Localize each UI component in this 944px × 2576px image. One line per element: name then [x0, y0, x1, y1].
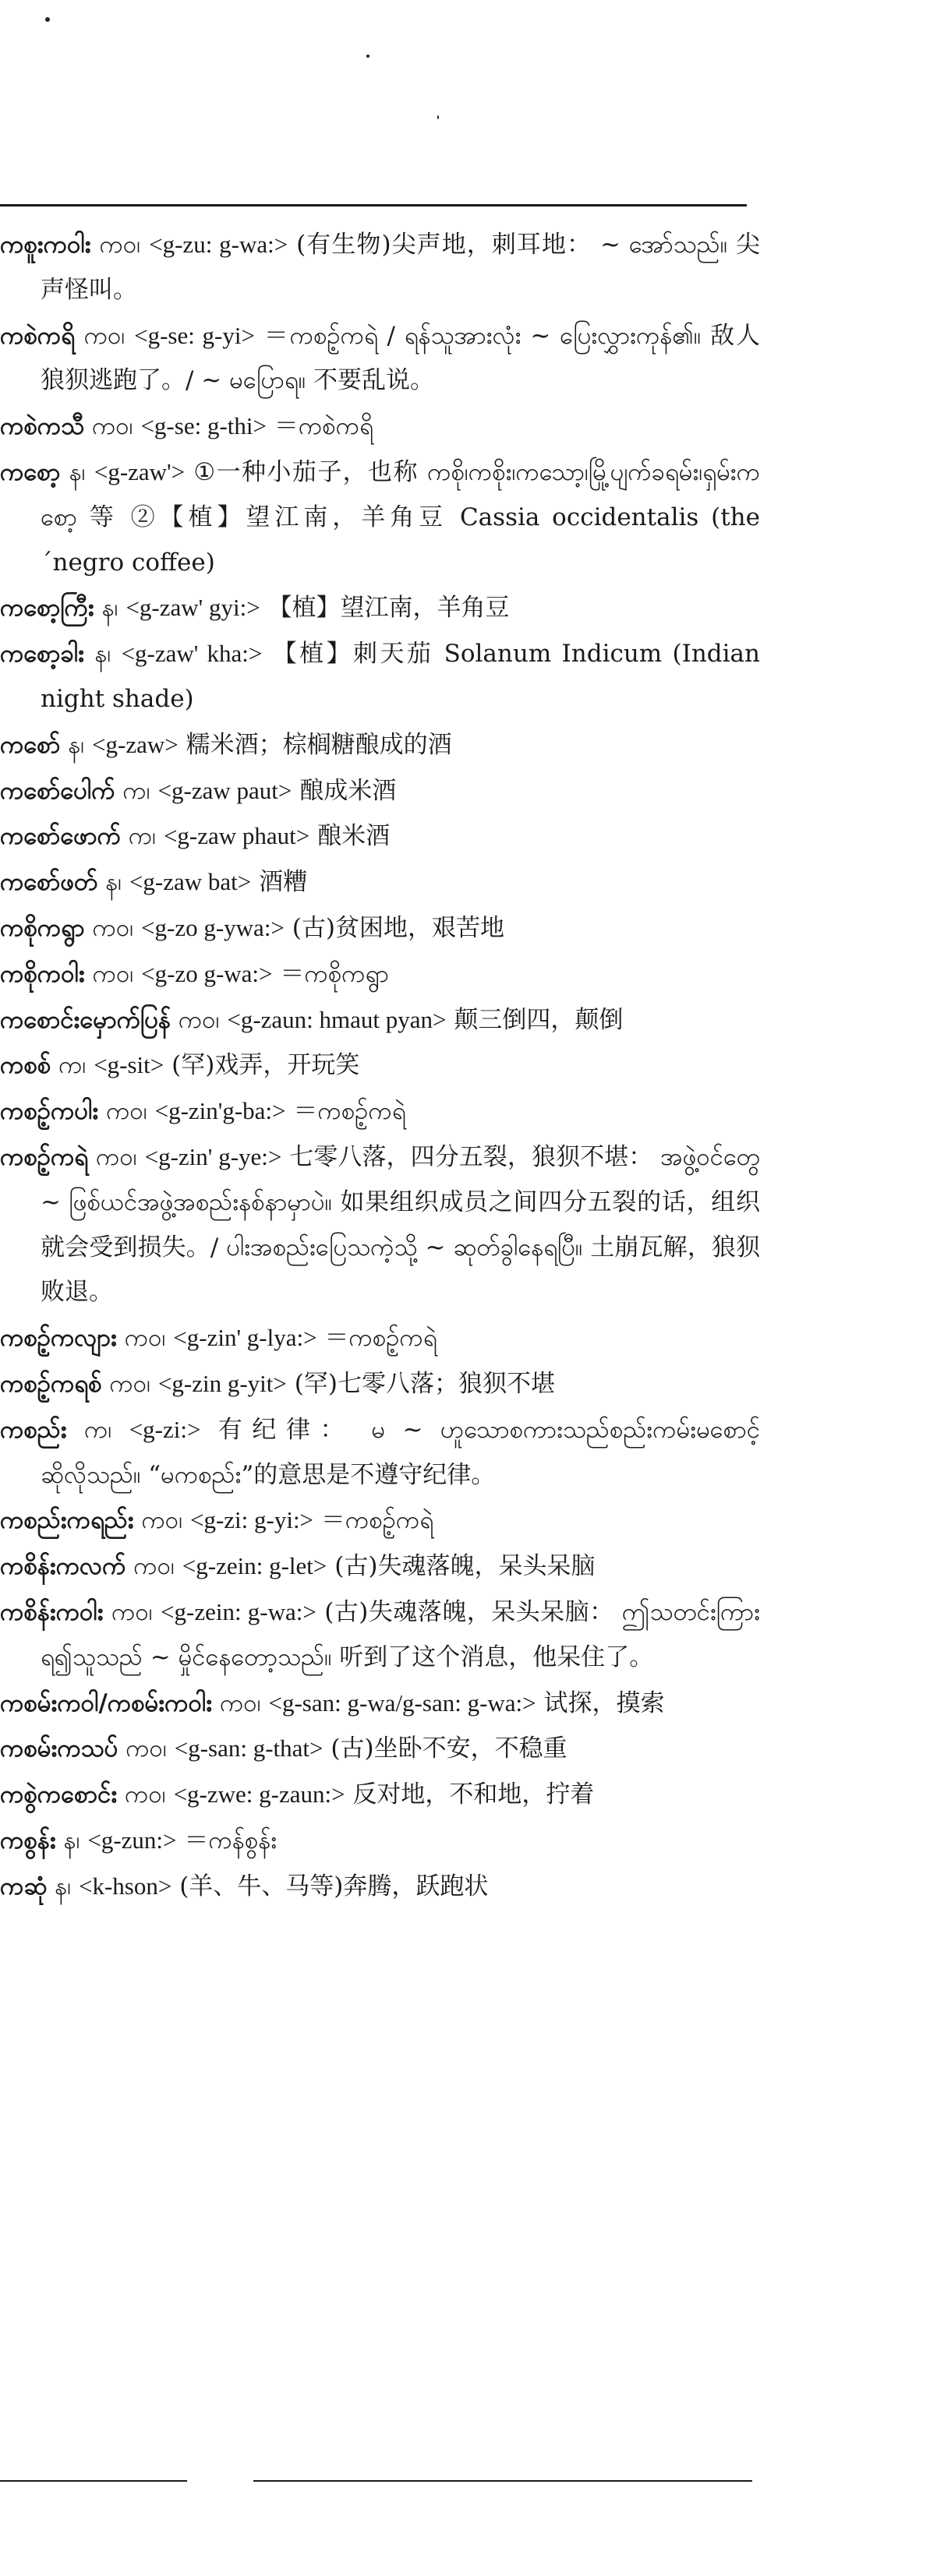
- entry-headword: ကစမ်းကသပ်: [0, 1734, 118, 1763]
- entry-part-of-speech: ကဝ၊: [92, 959, 134, 988]
- entry-definition: ＝ကန်စွန်း: [184, 1826, 278, 1854]
- dictionary-entry: [0, 1772, 760, 1818]
- entry-part-of-speech: က၊: [122, 776, 150, 805]
- dictionary-entry: [0, 859, 760, 905]
- dictionary-entry: [0, 1498, 760, 1544]
- entry-definition: 【植】望江南，羊角豆: [267, 594, 510, 623]
- entry-definition: ＝ကစဥ့်ကရဲ: [293, 1097, 406, 1126]
- entry-part-of-speech: ကဝ၊: [126, 1734, 167, 1763]
- entry-definition: 酿米酒: [317, 822, 391, 851]
- entry-headword: ကစိုကရွာ: [0, 913, 85, 942]
- entry-romanization: <g-san: g-wa/g-san: g-wa:>: [268, 1689, 536, 1717]
- dictionary-entry: [0, 1590, 760, 1681]
- dictionary-entry: [0, 585, 760, 631]
- entry-romanization: <g-zein: g-let>: [182, 1552, 327, 1580]
- bottom-rule-right: [253, 2480, 752, 2482]
- entry-definition: ①一种小茄子，也称 ကစို၊ကစိုး၊ကသော့၊မြို့ပျက်ခရမ်း၊ရှမ်းကစော့ 等 ②【植】望江南，羊角豆 Cassia occidentalis (the´negro coffee): [41, 457, 760, 577]
- entry-definition: (古)坐卧不安，不稳重: [331, 1734, 567, 1763]
- entry-romanization: <g-zaun: hmaut pyan>: [227, 1005, 447, 1033]
- entry-romanization: <g-zwe: g-zaun:>: [173, 1780, 345, 1808]
- entry-definition: ＝ကစိုကရွာ: [280, 959, 390, 988]
- entry-definition: ＝ကစဲကရိ: [274, 412, 373, 441]
- entry-definition: (罕)戏弄，开玩笑: [171, 1051, 360, 1080]
- entry-romanization: <g-zin'g-ba:>: [154, 1097, 286, 1125]
- entry-headword: ကစူးကဝါး: [0, 231, 91, 259]
- entry-definition: ＝ကစဥ့်ကရဲ / ရန်သူအားလုံး ~ ပြေးလွှားကုန်၏။ 敌人狼狈逃跑了。/ ~ မပြောရ။ 不要乱说。: [41, 321, 760, 395]
- entry-headword: ကဆုံ: [0, 1872, 48, 1900]
- ink-speck: [45, 17, 50, 22]
- entry-definition: 颠三倒四，颠倒: [454, 1005, 624, 1034]
- entry-definition: 七零八落，四分五裂，狼狈不堪： အဖွဲ့ဝင်တွေ ~ ဖြစ်ယင်အဖွဲ့အစည်းနစ်နာမှာပဲ။ 如果组织成员之间四分五裂的话，组织就会受到损失。/ ပါးအစည်းပြေသကဲ့သို့ ~ ဆုတ်ခွါနေရပြီ။ 土崩瓦解，狼狈败退。: [41, 1142, 760, 1307]
- entry-headword: ကစမ်းကဝါ/ကစမ်းကဝါး: [0, 1689, 213, 1717]
- entry-headword: ကစွဲကစောင်း: [0, 1780, 118, 1809]
- entry-definition: (羊、牛、马等)奔腾，跃跑状: [179, 1872, 489, 1900]
- entry-part-of-speech: န၊: [55, 1872, 72, 1900]
- entry-part-of-speech: န၊: [68, 730, 85, 759]
- dictionary-entry: [0, 313, 760, 404]
- entry-part-of-speech: က၊: [58, 1051, 87, 1080]
- dictionary-entry: [0, 222, 760, 313]
- entry-romanization: <g-zin g-yit>: [157, 1369, 287, 1397]
- entry-headword: ကစည်းကရည်း: [0, 1506, 134, 1535]
- dictionary-entry: [0, 1864, 760, 1910]
- ink-speck: [437, 115, 439, 119]
- dictionary-entry: [0, 631, 760, 722]
- entry-part-of-speech: ကဝ၊: [92, 913, 134, 942]
- entry-list: [0, 222, 760, 1909]
- dictionary-entry: [0, 1681, 760, 1727]
- entry-headword: ကစဲကရိ: [0, 321, 75, 350]
- entry-romanization: <g-zi: g-yi:>: [189, 1506, 314, 1534]
- entry-definition: (古)贫困地，艰苦地: [292, 913, 504, 942]
- entry-romanization: <g-zaw' kha:>: [121, 640, 263, 668]
- entry-part-of-speech: န၊: [94, 640, 111, 669]
- dictionary-entry: [0, 768, 760, 814]
- entry-romanization: <g-se: g-yi>: [134, 321, 255, 349]
- entry-part-of-speech: ကဝ၊: [133, 1552, 175, 1581]
- top-rule: [0, 204, 747, 206]
- dictionary-entry: [0, 1134, 760, 1315]
- entry-definition: 反对地，不和地，拧着: [352, 1780, 595, 1809]
- entry-headword: ကစော်ဖတ်: [0, 868, 98, 897]
- entry-headword: ကစဥ့်ကရဲ: [0, 1142, 89, 1171]
- entry-part-of-speech: ကဝ၊: [109, 1369, 151, 1398]
- entry-definition: 【植】刺天茄 Solanum Indicum (Indian night shade): [41, 640, 761, 713]
- entry-romanization: <g-sit>: [94, 1051, 164, 1079]
- dictionary-entry: [0, 1315, 760, 1361]
- dictionary-entry: [0, 450, 760, 585]
- entry-romanization: <k-hson>: [78, 1872, 172, 1900]
- entry-definition: (罕)七零八落；狼狈不堪: [294, 1369, 555, 1398]
- entry-headword: ကစော်ပေါက်: [0, 776, 115, 805]
- entry-headword: ကစိန်းကဝါး: [0, 1597, 104, 1626]
- entry-definition: 有纪律： မ ~ ဟူသောစကားသည်စည်းကမ်းမစောင့်ဆိုလိုသည်။ “မကစည်း”的意思是不遵守纪律。: [41, 1415, 761, 1489]
- entry-headword: ကစော့ခါး: [0, 640, 85, 669]
- entry-part-of-speech: န၊: [69, 457, 86, 486]
- entry-part-of-speech: ကဝ၊: [96, 1142, 137, 1171]
- dictionary-entry: [0, 1407, 760, 1498]
- entry-romanization: <g-zun:>: [87, 1826, 177, 1854]
- entry-romanization: <g-zaw phaut>: [163, 822, 310, 850]
- ink-speck: [366, 55, 369, 58]
- entry-part-of-speech: ကဝ၊: [178, 1005, 220, 1034]
- entry-romanization: <g-zaw bat>: [129, 868, 252, 896]
- dictionary-entry: [0, 905, 760, 951]
- entry-romanization: <g-zein: g-wa:>: [161, 1597, 316, 1625]
- entry-definition: ＝ကစဥ့်ကရဲ: [324, 1324, 437, 1353]
- entry-romanization: <g-se: g-thi>: [140, 412, 267, 440]
- entry-romanization: <g-zaw'>: [94, 457, 186, 485]
- entry-part-of-speech: ကဝ၊: [219, 1689, 261, 1717]
- entry-part-of-speech: ကဝ၊: [83, 321, 126, 350]
- entry-part-of-speech: န၊: [101, 594, 118, 623]
- entry-romanization: <g-zo g-wa:>: [141, 959, 273, 987]
- dictionary-entry: [0, 997, 760, 1043]
- entry-romanization: <g-zaw' gyi:>: [126, 594, 260, 622]
- entry-headword: ကစော့ကြီး: [0, 594, 94, 623]
- entry-definition: 酒糟: [259, 868, 308, 897]
- entry-romanization: <g-zo g-ywa:>: [141, 913, 285, 941]
- entry-headword: ကစော့: [0, 457, 61, 486]
- entry-definition: (古)失魂落魄，呆头呆脑： ဤသတင်းကြားရ၍သူသည် ~ မှိုင်နေတော့သည်။ 听到了这个消息，他呆住了。: [41, 1597, 761, 1671]
- bottom-rule-left: [0, 2480, 187, 2482]
- entry-headword: ကစိုကဝါး: [0, 959, 85, 988]
- entry-part-of-speech: ကဝ၊: [91, 412, 133, 441]
- entry-part-of-speech: ကဝ၊: [124, 1324, 166, 1353]
- dictionary-entry: [0, 1043, 760, 1089]
- entry-romanization: <g-zu: g-wa:>: [149, 231, 288, 258]
- dictionary-entry: [0, 1361, 760, 1407]
- entry-headword: ကစော်ဖောက်: [0, 822, 121, 851]
- entry-headword: ကစဉ့်ကရစ်: [0, 1369, 102, 1398]
- entry-definition: (古)失魂落魄，呆头呆脑: [334, 1552, 596, 1581]
- entry-definition: 酿成米酒: [299, 776, 397, 805]
- dictionary-entry: [0, 722, 760, 768]
- entry-part-of-speech: ကဝ၊: [141, 1506, 183, 1535]
- dictionary-entry: [0, 813, 760, 859]
- entry-romanization: <g-zin' g-lya:>: [173, 1324, 317, 1352]
- entry-part-of-speech: ကဝ၊: [125, 1780, 166, 1809]
- entry-headword: ကစော်: [0, 730, 61, 759]
- entry-headword: ကစစ်: [0, 1051, 51, 1080]
- entry-definition: 糯米酒；棕榈糖酿成的酒: [186, 730, 452, 759]
- entry-part-of-speech: ကဝ၊: [111, 1597, 153, 1626]
- entry-headword: ကစိန်းကလက်: [0, 1552, 126, 1581]
- entry-definition: (有生物)尖声地，刺耳地： ~ အော်သည်။ 尖声怪叫。: [41, 231, 760, 304]
- entry-headword: ကစောင်းမှောက်ပြန်: [0, 1005, 171, 1034]
- entry-definition: 试探，摸索: [543, 1689, 665, 1717]
- entry-headword: ကစဥ့်ကပါး: [0, 1097, 99, 1126]
- entry-romanization: <g-zin' g-ye:>: [144, 1142, 282, 1170]
- entry-romanization: <g-zaw>: [92, 730, 179, 758]
- dictionary-entry: [0, 404, 760, 450]
- entry-definition: ＝ကစဥ့်ကရဲ: [320, 1506, 434, 1535]
- entry-romanization: <g-zaw paut>: [157, 776, 292, 804]
- entry-headword: ကစွန်း: [0, 1826, 56, 1854]
- entry-part-of-speech: န၊: [63, 1826, 80, 1854]
- entry-part-of-speech: က၊: [84, 1415, 112, 1444]
- entry-headword: ကစဥ့်ကလျား: [0, 1324, 117, 1353]
- dictionary-entry: [0, 1726, 760, 1772]
- entry-part-of-speech: ကဝ၊: [99, 231, 141, 259]
- dictionary-entry: [0, 1089, 760, 1134]
- entry-part-of-speech: က၊: [128, 822, 157, 851]
- entry-part-of-speech: န၊: [105, 868, 122, 897]
- dictionary-entry: [0, 1818, 760, 1864]
- entry-romanization: <g-san: g-that>: [174, 1734, 324, 1763]
- entry-headword: ကစဲကသီ: [0, 412, 85, 441]
- entry-headword: ကစည်း: [0, 1415, 67, 1444]
- dictionary-entry: [0, 951, 760, 997]
- dictionary-entry: [0, 1544, 760, 1590]
- entry-part-of-speech: ကဝ၊: [106, 1097, 147, 1126]
- entry-romanization: <g-zi:>: [129, 1415, 201, 1443]
